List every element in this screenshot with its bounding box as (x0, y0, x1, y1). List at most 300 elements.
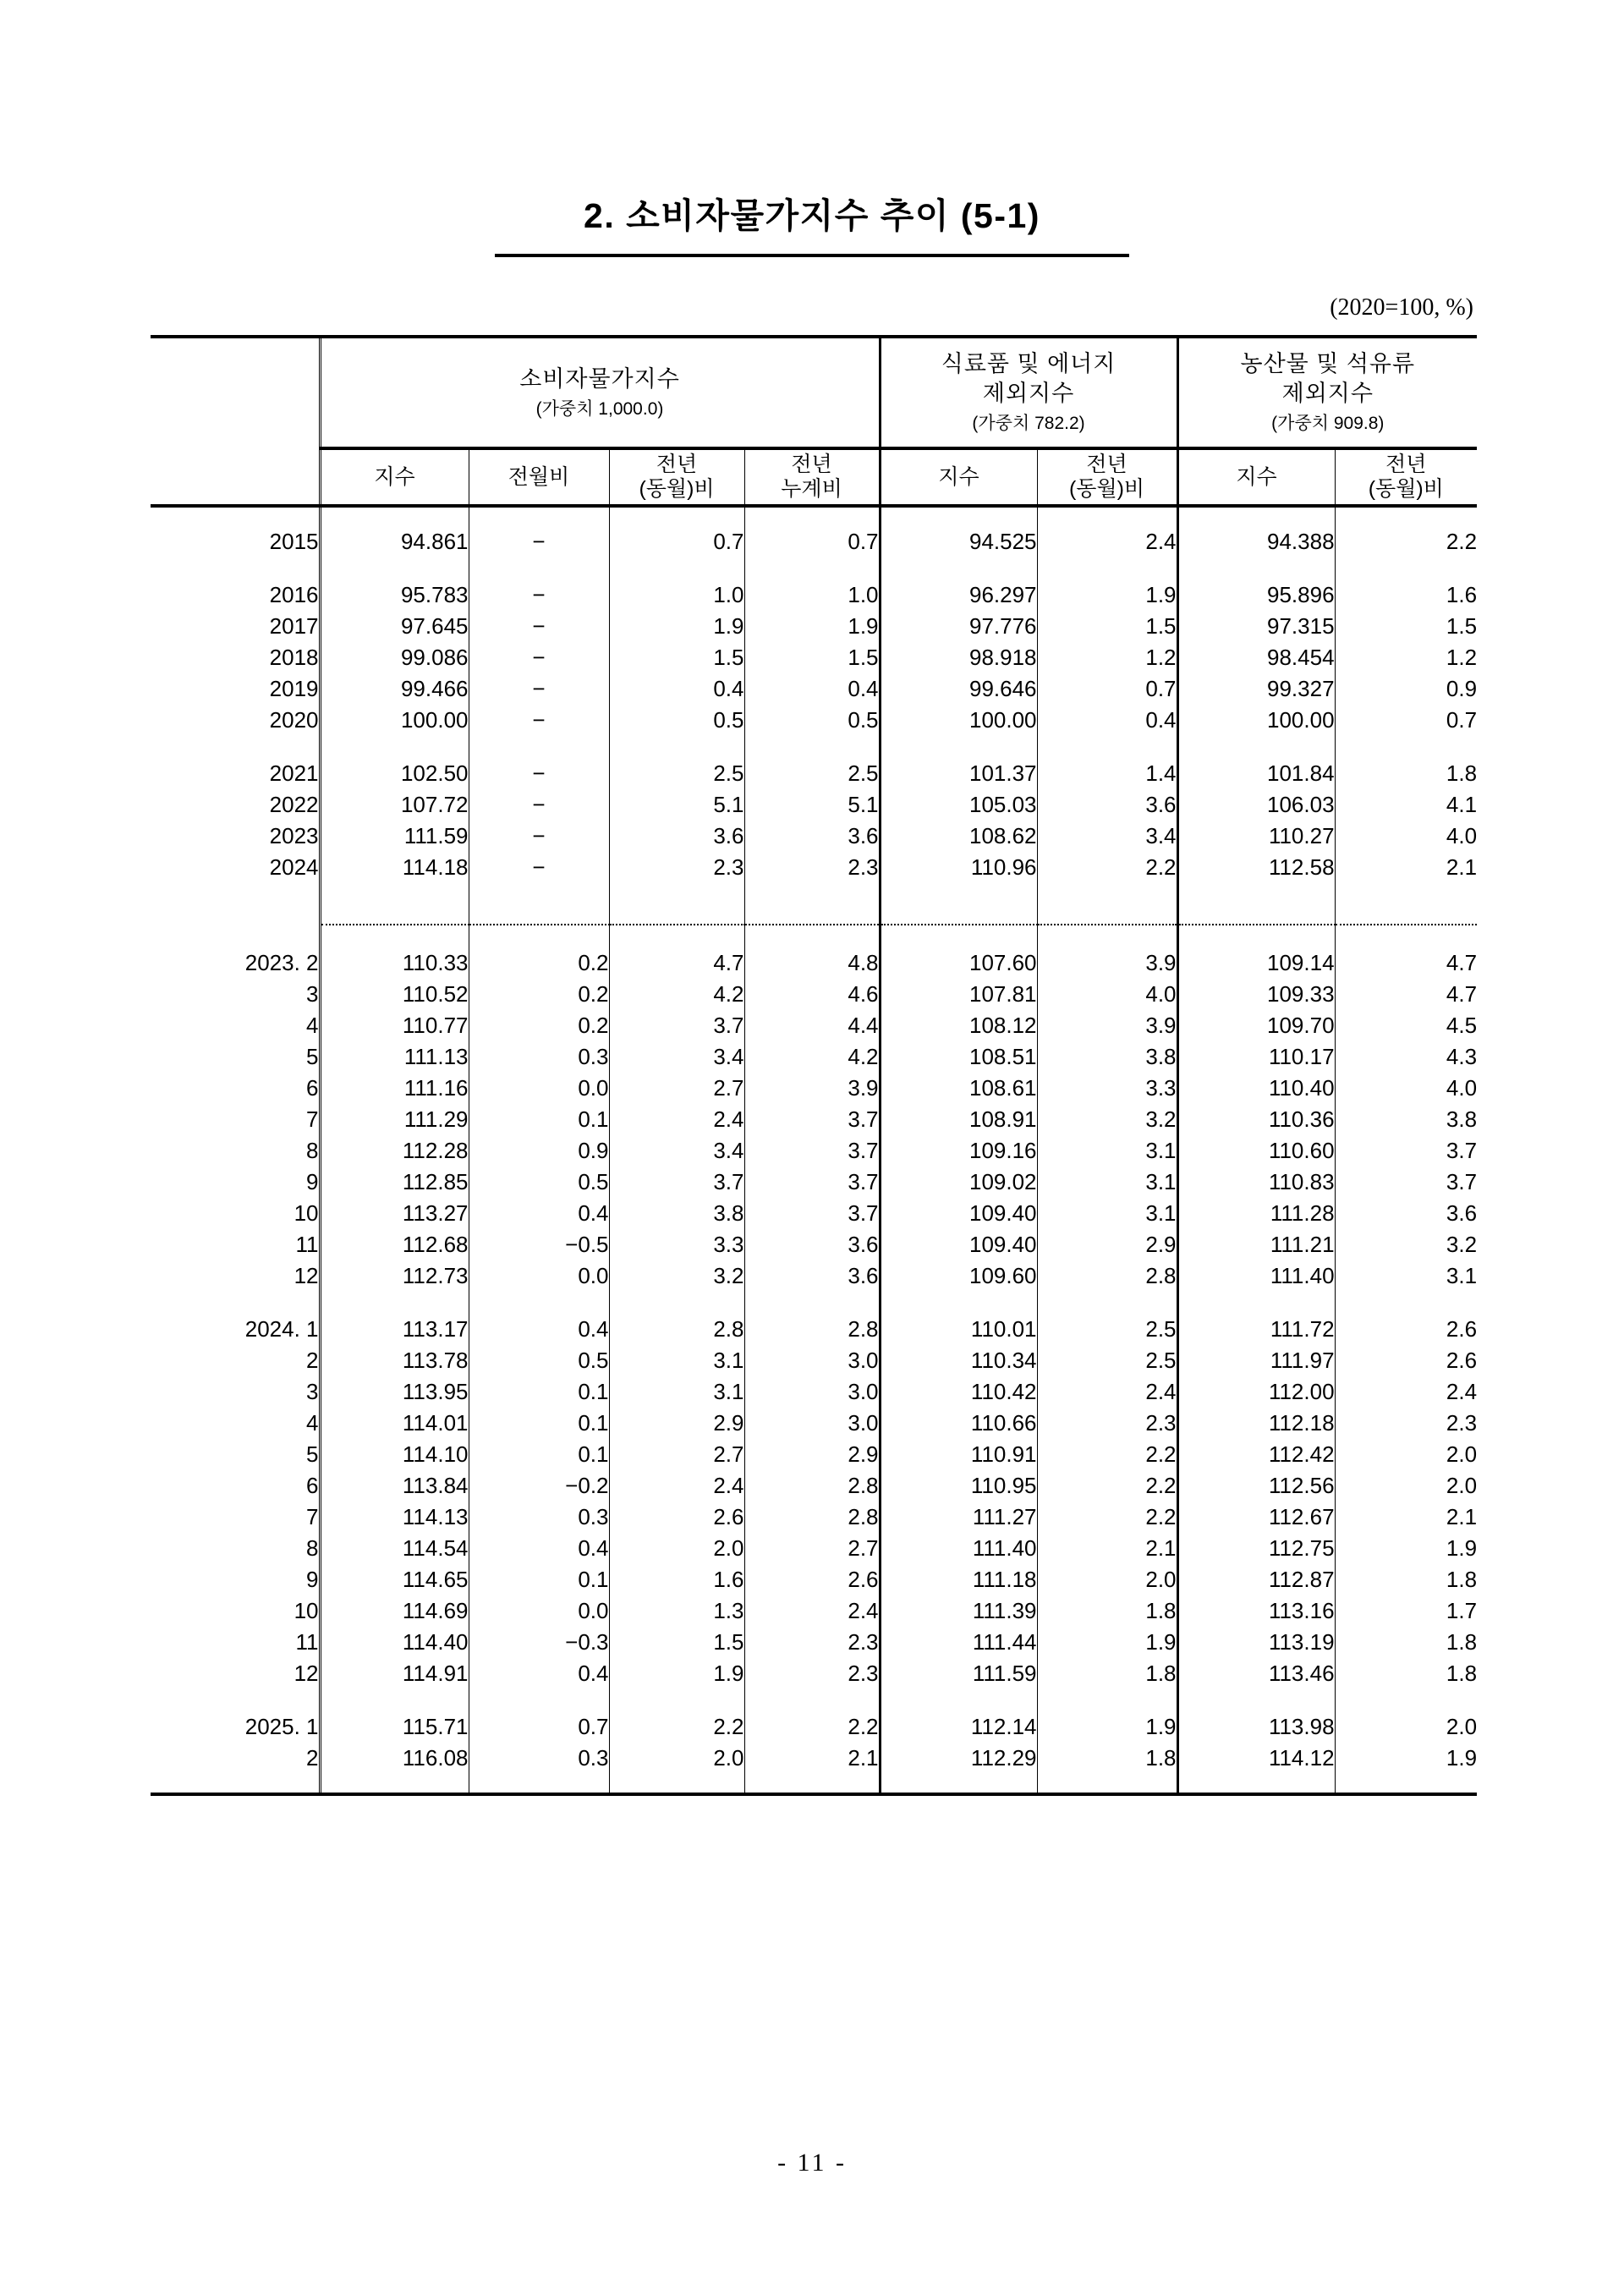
table-cell: 110.42 (880, 1376, 1037, 1408)
table-cell: 100.00 (1177, 705, 1335, 736)
table-cell: 1.5 (848, 645, 879, 670)
subheader-agri-oil-index-l1: 지수 (1236, 464, 1277, 489)
table-cell: 2.4 (1145, 1379, 1177, 1404)
row-spacer (151, 925, 1477, 947)
table-cell: 0.7 (1446, 707, 1478, 733)
table-cell: 0.4 (609, 673, 744, 705)
table-cell: 0.7 (469, 1711, 609, 1743)
table-cell: 2.4 (609, 1470, 744, 1502)
table-cell: 1.5 (1145, 613, 1177, 639)
group-header-core-food-energy-line1: 식료품 및 에너지 (941, 351, 1116, 377)
table-cell: 113.78 (320, 1345, 469, 1376)
table-cell: 3.7 (609, 1167, 744, 1198)
table-cell: −0.3 (469, 1627, 609, 1658)
group-header-core-agri-oil-weight: (가중치 909.8) (1271, 414, 1385, 434)
table-cell: 2.6 (1446, 1348, 1478, 1373)
table-cell: 3.9 (848, 1075, 879, 1101)
table-cell: 2.2 (609, 1711, 744, 1743)
row-spacer (151, 557, 1477, 579)
title-underline (495, 254, 1129, 257)
table-cell: 3.7 (848, 1138, 879, 1163)
group-header-row (151, 337, 1477, 448)
row-spacer (151, 1689, 1477, 1711)
table-cell: 0.4 (469, 1533, 609, 1564)
group-header-core-agri-oil-line2: 제외지수 (1281, 381, 1374, 407)
table-cell: 0.4 (469, 1314, 609, 1345)
table-cell: 0.3 (469, 1743, 609, 1774)
table-cell: 111.18 (880, 1564, 1037, 1595)
table-cell: 0.9 (1446, 676, 1478, 701)
table-cell: 109.33 (1177, 979, 1335, 1010)
table-cell: 1.9 (609, 611, 744, 642)
table-cell: 110.34 (880, 1345, 1037, 1376)
table-cell: 3.2 (609, 1260, 744, 1292)
row-label: 9 (306, 1169, 319, 1194)
table-cell: 110.33 (320, 947, 469, 979)
table-cell: 3.7 (1446, 1169, 1478, 1194)
table-cell: 110.95 (880, 1470, 1037, 1502)
table-cell: − (469, 642, 609, 673)
table-cell: 3.6 (848, 823, 879, 848)
table-cell: 3.2 (1446, 1232, 1478, 1257)
subheader-agri-oil-yoy-l2: (동월)비 (1368, 477, 1444, 501)
table-row (151, 1408, 1477, 1439)
table-cell: 114.69 (320, 1595, 469, 1627)
table-cell: 4.5 (1446, 1013, 1478, 1038)
row-label: 8 (306, 1535, 319, 1561)
table-row (151, 673, 1477, 705)
row-label: 2015 (269, 529, 319, 554)
table-row (151, 1198, 1477, 1229)
table-cell: 2.3 (1145, 1410, 1177, 1436)
subheader-food-energy-yoy-l2: (동월)비 (1068, 477, 1145, 501)
table-cell: 2.1 (848, 1745, 879, 1771)
sub-header-row (151, 448, 1477, 506)
table-cell: 113.16 (1177, 1595, 1335, 1627)
table-cell: 99.466 (320, 673, 469, 705)
table-cell: 110.96 (880, 852, 1037, 883)
table-cell: 114.40 (320, 1627, 469, 1658)
table-cell: 114.13 (320, 1502, 469, 1533)
table-cell: 98.918 (880, 642, 1037, 673)
row-label: 2 (306, 1745, 319, 1771)
table-row (151, 1376, 1477, 1408)
table-cell: 114.54 (320, 1533, 469, 1564)
table-cell: 1.5 (609, 1627, 744, 1658)
table-cell: 2.7 (609, 1073, 744, 1104)
table-cell: 97.776 (880, 611, 1037, 642)
table-cell: 112.67 (1177, 1502, 1335, 1533)
table-cell: 3.7 (848, 1106, 879, 1132)
page-number: - 11 - (777, 2149, 847, 2177)
table-cell: 0.3 (469, 1502, 609, 1533)
table-cell: 116.08 (320, 1743, 469, 1774)
table-cell: 3.1 (609, 1376, 744, 1408)
table-cell: 3.3 (609, 1229, 744, 1260)
row-label-subheader (151, 448, 320, 506)
table-cell: 107.72 (320, 789, 469, 821)
table-row (151, 1345, 1477, 1376)
table-cell: 2.8 (848, 1473, 879, 1498)
table-cell: 2.3 (609, 852, 744, 883)
table-cell: 109.16 (880, 1135, 1037, 1167)
table-cell: 2.8 (848, 1316, 879, 1342)
table-cell: 94.525 (880, 526, 1037, 557)
table-cell: 114.65 (320, 1564, 469, 1595)
table-cell: 109.60 (880, 1260, 1037, 1292)
table-row (151, 1073, 1477, 1104)
table-cell: 99.086 (320, 642, 469, 673)
table-cell: 0.7 (1145, 676, 1177, 701)
table-row (151, 642, 1477, 673)
table-cell: 1.8 (1446, 1629, 1478, 1655)
table-cell: 3.9 (1145, 950, 1177, 975)
table-cell: 100.00 (880, 705, 1037, 736)
table-cell: 111.21 (1177, 1229, 1335, 1260)
table-cell: − (469, 852, 609, 883)
group-header-cpi (320, 337, 880, 448)
table-cell: 3.8 (1446, 1106, 1478, 1132)
table-cell: 0.9 (469, 1135, 609, 1167)
table-cell: 4.0 (1145, 981, 1177, 1007)
table-cell: 2.2 (848, 1714, 879, 1739)
table-row (151, 821, 1477, 852)
table-header (151, 337, 1477, 506)
table-cell: 109.70 (1177, 1010, 1335, 1041)
table-cell: 3.9 (1145, 1013, 1177, 1038)
row-label: 12 (294, 1263, 319, 1288)
table-cell: 3.4 (609, 1041, 744, 1073)
table-cell: 2.0 (1446, 1714, 1478, 1739)
table-cell: 99.646 (880, 673, 1037, 705)
table-cell: 106.03 (1177, 789, 1335, 821)
row-label: 11 (295, 1629, 319, 1655)
table-cell: 99.327 (1177, 673, 1335, 705)
table-row (151, 1439, 1477, 1470)
table-cell: 3.6 (848, 1232, 879, 1257)
subheader-agri-oil-yoy (1335, 448, 1477, 506)
table-cell: 0.5 (469, 1167, 609, 1198)
subheader-food-energy-index (880, 448, 1037, 506)
table-row (151, 1502, 1477, 1533)
table-cell: 0.1 (469, 1564, 609, 1595)
row-label: 2018 (269, 645, 319, 670)
table-cell: 0.7 (609, 526, 744, 557)
table-cell: 2.4 (609, 1104, 744, 1135)
table-cell: − (469, 821, 609, 852)
table-cell: 102.50 (320, 758, 469, 789)
table-row (151, 1711, 1477, 1743)
table-row (151, 1104, 1477, 1135)
row-label: 2023. 2 (244, 950, 319, 975)
group-header-core-food-energy-line2: 제외지수 (982, 381, 1075, 407)
table-cell: 95.783 (320, 579, 469, 611)
table-cell: 1.9 (1446, 1535, 1478, 1561)
page-title: 2. 소비자물가지수 추이 (5-1) (584, 196, 1040, 235)
table-cell: 110.91 (880, 1439, 1037, 1470)
table-cell: 3.6 (1446, 1200, 1478, 1226)
table-cell: 101.37 (880, 758, 1037, 789)
table-cell: 113.95 (320, 1376, 469, 1408)
table-cell: 1.5 (1446, 613, 1478, 639)
table-cell: 3.6 (848, 1263, 879, 1288)
table-cell: −0.2 (469, 1470, 609, 1502)
table-cell: 113.17 (320, 1314, 469, 1345)
table-cell: 1.6 (1446, 582, 1478, 607)
table-cell: 114.01 (320, 1408, 469, 1439)
table-cell: 3.4 (609, 1135, 744, 1167)
row-spacer (151, 736, 1477, 758)
table-cell: 3.6 (609, 821, 744, 852)
table-cell: 0.4 (1145, 707, 1177, 733)
row-label: 2022 (269, 792, 319, 817)
row-label: 3 (306, 981, 319, 1007)
table-cell: 1.9 (848, 613, 879, 639)
table-cell: 0.0 (469, 1595, 609, 1627)
table-cell: 94.388 (1177, 526, 1335, 557)
row-label: 6 (306, 1473, 319, 1498)
table-cell: 112.42 (1177, 1439, 1335, 1470)
table-cell: 112.00 (1177, 1376, 1335, 1408)
table-cell: 2.9 (1145, 1232, 1177, 1257)
table-cell: 0.4 (469, 1658, 609, 1689)
table-cell: 109.40 (880, 1229, 1037, 1260)
table-cell: 0.1 (469, 1439, 609, 1470)
table-cell: 4.0 (1446, 823, 1478, 848)
page-title-container (0, 188, 1624, 246)
table-row (151, 1743, 1477, 1774)
table-row (151, 579, 1477, 611)
group-header-core-food-energy (880, 337, 1177, 448)
table-cell: 112.29 (880, 1743, 1037, 1774)
table-row (151, 526, 1477, 557)
table-body (151, 506, 1477, 1794)
row-label: 2016 (269, 582, 319, 607)
table-cell: 4.1 (1446, 792, 1478, 817)
table-cell: 111.39 (880, 1595, 1037, 1627)
table-cell: 109.02 (880, 1167, 1037, 1198)
table-cell: 100.00 (320, 705, 469, 736)
table-row (151, 1564, 1477, 1595)
table-cell: 109.40 (880, 1198, 1037, 1229)
table-cell: 1.0 (609, 579, 744, 611)
table-row (151, 758, 1477, 789)
unit-note: (2020=100, %) (1330, 294, 1473, 321)
table-cell: 2.3 (848, 1629, 879, 1655)
subheader-cpi-index (320, 448, 469, 506)
table-row (151, 1260, 1477, 1292)
table-cell: 3.4 (1145, 823, 1177, 848)
table-cell: 4.7 (1446, 950, 1478, 975)
table-cell: 2.1 (1446, 1504, 1478, 1529)
table-cell: 111.28 (1177, 1198, 1335, 1229)
table-cell: 2.2 (1145, 854, 1177, 880)
table-cell: 3.0 (848, 1379, 879, 1404)
subheader-cpi-ytd-l1: 전년 (791, 453, 832, 477)
table-cell: 113.98 (1177, 1711, 1335, 1743)
table-cell: 2.7 (848, 1535, 879, 1561)
table-cell: 2.3 (1446, 1410, 1478, 1436)
table-cell: 110.27 (1177, 821, 1335, 852)
table-cell: 4.0 (1446, 1075, 1478, 1101)
table-cell: 2.1 (1145, 1535, 1177, 1561)
table-cell: 1.8 (1446, 1661, 1478, 1686)
table-cell: 1.8 (1446, 760, 1478, 786)
table-cell: 112.85 (320, 1167, 469, 1198)
table-cell: 2.6 (848, 1567, 879, 1592)
table-cell: 111.59 (320, 821, 469, 852)
table-cell: 0.5 (609, 705, 744, 736)
table-cell: 112.75 (1177, 1533, 1335, 1564)
table-cell: 0.0 (469, 1260, 609, 1292)
table-cell: 2.4 (1446, 1379, 1478, 1404)
table-cell: 3.3 (1145, 1075, 1177, 1101)
subheader-cpi-mom (469, 448, 609, 506)
table-cell: 0.1 (469, 1104, 609, 1135)
table-row (151, 611, 1477, 642)
table-cell: 108.51 (880, 1041, 1037, 1073)
table-cell: 1.9 (1145, 1629, 1177, 1655)
table-cell: 3.7 (848, 1169, 879, 1194)
table-cell: 0.1 (469, 1376, 609, 1408)
table-cell: 115.71 (320, 1711, 469, 1743)
table-cell: 3.6 (1145, 792, 1177, 817)
table-cell: 0.4 (848, 676, 879, 701)
table-cell: − (469, 789, 609, 821)
table-cell: 110.77 (320, 1010, 469, 1041)
row-label: 6 (306, 1075, 319, 1101)
table-cell: 108.91 (880, 1104, 1037, 1135)
table-cell: 3.7 (848, 1200, 879, 1226)
table-cell: 114.10 (320, 1439, 469, 1470)
table-cell: 111.72 (1177, 1314, 1335, 1345)
table-cell: 3.1 (1145, 1138, 1177, 1163)
subheader-agri-oil-yoy-l1: 전년 (1385, 453, 1427, 477)
table-cell: 0.2 (469, 1010, 609, 1041)
table-cell: 113.27 (320, 1198, 469, 1229)
table-cell: 0.7 (848, 529, 879, 554)
table-cell: 112.56 (1177, 1470, 1335, 1502)
table-cell: 3.7 (609, 1010, 744, 1041)
table-cell: 0.5 (469, 1345, 609, 1376)
table-cell: 1.8 (1145, 1661, 1177, 1686)
subheader-food-energy-yoy-l1: 전년 (1086, 453, 1127, 477)
table-cell: 113.19 (1177, 1627, 1335, 1658)
table-cell: 3.7 (1446, 1138, 1478, 1163)
table-row (151, 1135, 1477, 1167)
table-cell: 110.01 (880, 1314, 1037, 1345)
table-cell: 3.1 (1145, 1169, 1177, 1194)
table-row (151, 705, 1477, 736)
table-bottom-rule (151, 1774, 1477, 1794)
row-spacer (151, 1292, 1477, 1314)
table-cell: 0.0 (469, 1073, 609, 1104)
subheader-food-energy-yoy (1037, 448, 1177, 506)
table-cell: 2.6 (1446, 1316, 1478, 1342)
table-cell: 111.59 (880, 1658, 1037, 1689)
table-cell: 1.8 (1145, 1598, 1177, 1623)
table-cell: 2.4 (848, 1598, 879, 1623)
table-cell: 3.8 (609, 1198, 744, 1229)
table-cell: 94.861 (320, 526, 469, 557)
table-cell: 4.7 (1446, 981, 1478, 1007)
table-cell: 111.29 (320, 1104, 469, 1135)
table-cell: 2.3 (848, 854, 879, 880)
table-cell: 2.3 (848, 1661, 879, 1686)
table-cell: 2.9 (848, 1441, 879, 1467)
row-label: 2023 (269, 823, 319, 848)
table-cell: 111.27 (880, 1502, 1037, 1533)
table-cell: 2.6 (609, 1502, 744, 1533)
table-cell: 105.03 (880, 789, 1037, 821)
row-label: 4 (306, 1013, 319, 1038)
table-cell: 114.18 (320, 852, 469, 883)
table-cell: 111.16 (320, 1073, 469, 1104)
table-cell: 2.8 (848, 1504, 879, 1529)
subheader-cpi-ytd-l2: 누계비 (781, 477, 842, 501)
table-row (151, 1533, 1477, 1564)
table-cell: 107.81 (880, 979, 1037, 1010)
table-cell: 1.2 (1145, 645, 1177, 670)
table-cell: 3.0 (848, 1348, 879, 1373)
group-header-cpi-name: 소비자물가지수 (519, 365, 680, 392)
subheader-cpi-yoy-l1: 전년 (656, 453, 698, 477)
table-cell: 108.61 (880, 1073, 1037, 1104)
row-label: 11 (295, 1232, 319, 1257)
row-spacer (151, 883, 1477, 905)
table-cell: 2.2 (1145, 1473, 1177, 1498)
row-label: 2024 (269, 854, 319, 880)
table-cell: 97.315 (1177, 611, 1335, 642)
table-row (151, 1167, 1477, 1198)
table-cell: 2.0 (609, 1533, 744, 1564)
group-header-cpi-weight: (가중치 1,000.0) (535, 398, 664, 419)
table-row (151, 1041, 1477, 1073)
table-cell: 1.9 (1145, 1714, 1177, 1739)
row-label: 10 (294, 1200, 319, 1226)
table-cell: 96.297 (880, 579, 1037, 611)
table-cell: 3.1 (609, 1345, 744, 1376)
table-row (151, 789, 1477, 821)
table-row (151, 1658, 1477, 1689)
subheader-cpi-yoy-l2: (동월)비 (639, 477, 715, 501)
row-label: 7 (306, 1106, 319, 1132)
table-cell: 5.1 (609, 789, 744, 821)
table-cell: 95.896 (1177, 579, 1335, 611)
table-cell: 107.60 (880, 947, 1037, 979)
table-cell: 114.12 (1177, 1743, 1335, 1774)
table-row (151, 1314, 1477, 1345)
table-cell: 3.8 (1145, 1044, 1177, 1069)
table-cell: 110.60 (1177, 1135, 1335, 1167)
cpi-table-container (151, 335, 1477, 1796)
table-cell: 111.40 (880, 1533, 1037, 1564)
row-label: 2019 (269, 676, 319, 701)
table-cell: 110.40 (1177, 1073, 1335, 1104)
table-cell: 1.2 (1446, 645, 1478, 670)
subheader-cpi-yoy (609, 448, 744, 506)
table-cell: 2.0 (1446, 1441, 1478, 1467)
subheader-cpi-mom-l1: 전월비 (508, 464, 570, 489)
table-cell: 113.46 (1177, 1658, 1335, 1689)
group-header-core-food-energy-weight: (가중치 782.2) (972, 414, 1085, 434)
table-cell: 4.6 (848, 981, 879, 1007)
table-cell: 2.5 (609, 758, 744, 789)
table-cell: 2.8 (1145, 1263, 1177, 1288)
table-cell: 4.7 (609, 947, 744, 979)
table-cell: 1.4 (1145, 760, 1177, 786)
table-cell: 112.58 (1177, 852, 1335, 883)
